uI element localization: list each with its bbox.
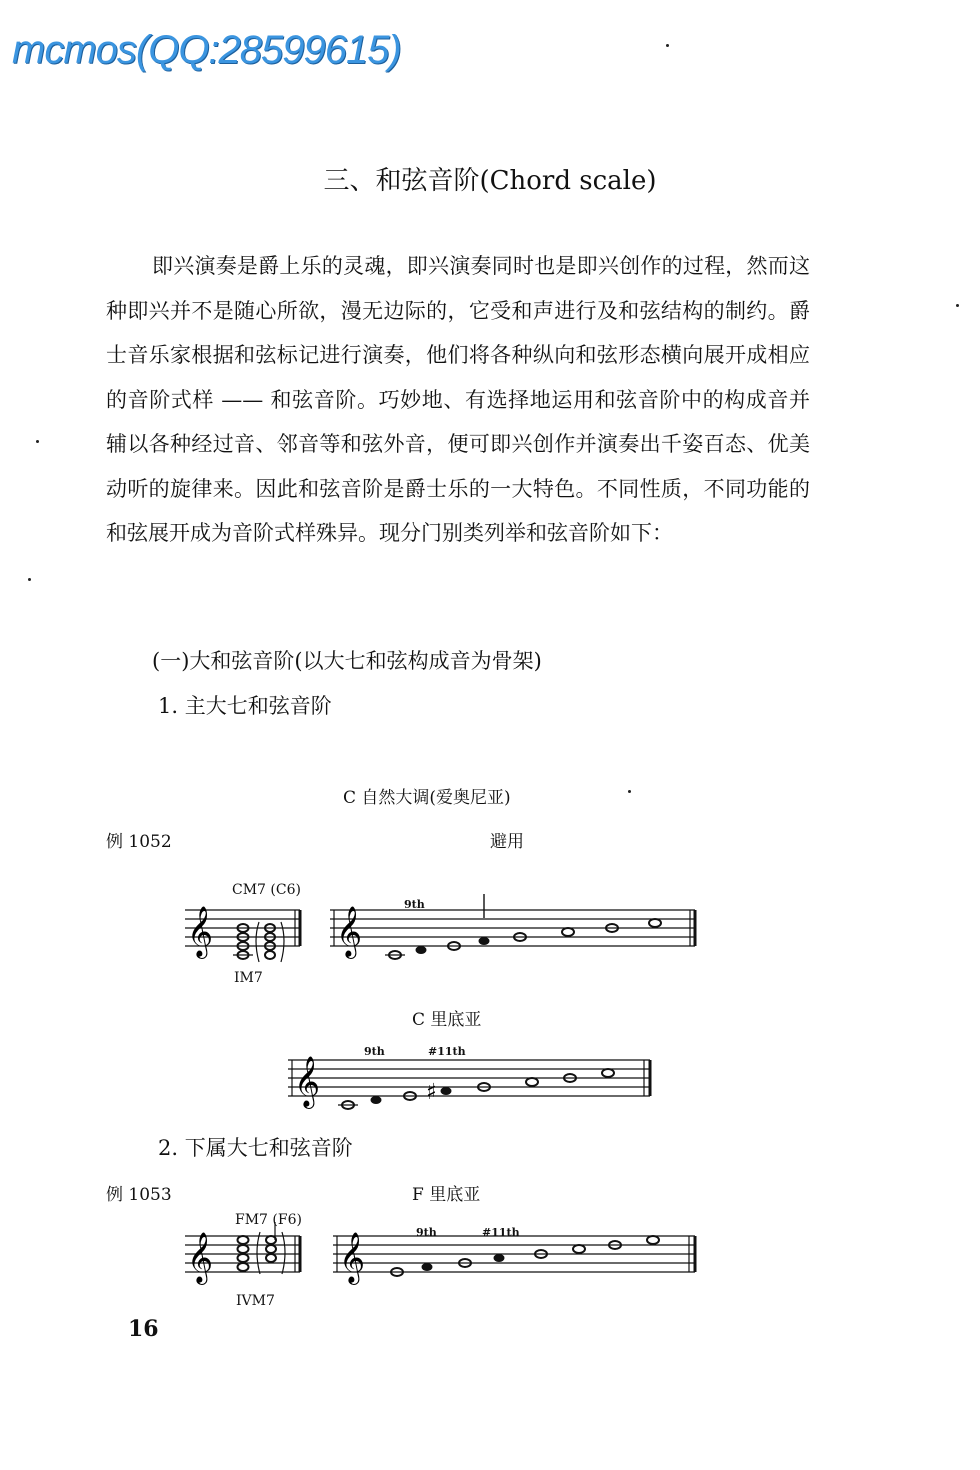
example2-11th-annotation: #11th <box>482 1226 520 1239</box>
example1-roman-numeral: IM7 <box>234 970 263 986</box>
example2-roman-numeral: IVM7 <box>236 1293 275 1309</box>
scan-speck <box>36 440 39 443</box>
scan-speck <box>666 44 669 47</box>
example1-label: 例 1052 <box>106 832 172 852</box>
scan-speck <box>956 304 959 307</box>
example1-lydian-11th: #11th <box>428 1045 466 1058</box>
item-1-heading: 1. 主大七和弦音阶 <box>158 694 332 718</box>
watermark: mcmos(QQ:28599615) <box>12 28 401 72</box>
example2-lydian-staff <box>333 1230 703 1290</box>
example1-scale-title: C 自然大调(爱奥尼亚) <box>343 788 511 808</box>
example1-9th-annotation: 9th <box>404 898 425 911</box>
example1-ionian-staff <box>330 900 700 970</box>
svg-text:𝄞: 𝄞 <box>294 1056 321 1107</box>
example1-lydian-9th: 9th <box>364 1045 385 1058</box>
example1-chord-staff <box>185 900 305 970</box>
example2-chord-symbol: FM7 (F6) <box>235 1212 302 1228</box>
example2-chord-staff <box>185 1230 305 1290</box>
svg-text:𝄞: 𝄞 <box>187 1232 214 1283</box>
page-number: 16 <box>128 1316 159 1342</box>
svg-text:♯: ♯ <box>426 1080 437 1105</box>
example1-lydian-title: C 里底亚 <box>412 1010 482 1030</box>
example2-label: 例 1053 <box>106 1185 172 1205</box>
example2-9th-annotation: 9th <box>416 1226 437 1239</box>
svg-text:𝄞: 𝄞 <box>187 906 214 957</box>
item-2-heading: 2. 下属大七和弦音阶 <box>158 1136 353 1160</box>
example1-lydian-staff <box>288 1050 658 1120</box>
body-paragraph: 即兴演奏是爵上乐的灵魂，即兴演奏同时也是即兴创作的过程，然而这种即兴并不是随心所欲，漫无边际的，它受和声进行及和弦结构的制约。爵士音乐家根据和弦标记进行演奏，他们将各种纵向和弦形态横向展开成相应的音阶式样 —— 和弦音阶。巧妙地、有选择地运用和弦音阶中的构成音并辅以各种经过音、邻音等和弦外音，便可即兴创作并演奏出千姿百态、优美动听的旋律来。因此和弦音阶是爵士乐的一大特色。不同性质，不同功能的和弦展开成为音阶式样殊异。现分门别类列举和弦音阶如下： <box>106 254 810 545</box>
section-heading: (一)大和弦音阶(以大七和弦构成音为骨架) <box>152 649 542 673</box>
example1-chord-symbol: CM7 (C6) <box>232 882 301 898</box>
scan-speck <box>628 790 631 793</box>
example1-avoid-label: 避用 <box>490 832 524 852</box>
page-title: 三、和弦音阶(Chord scale) <box>323 166 657 196</box>
scan-speck <box>28 578 31 581</box>
example2-scale-title: F 里底亚 <box>412 1185 481 1205</box>
svg-text:𝄞: 𝄞 <box>339 1232 366 1283</box>
svg-text:𝄞: 𝄞 <box>336 906 363 957</box>
